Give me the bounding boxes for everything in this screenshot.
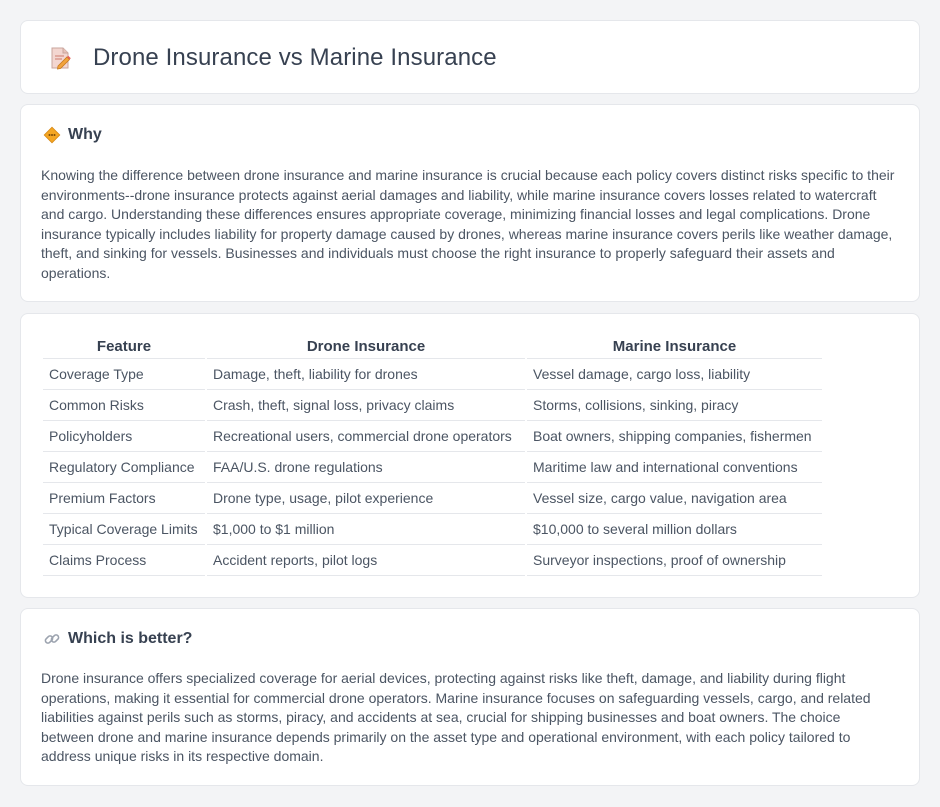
marine-cell: Maritime law and international conventions [527,452,822,483]
table-row [43,452,822,483]
table-row [43,545,822,576]
drone-cell: Drone type, usage, pilot experience [207,483,525,514]
title-card [20,20,920,94]
feature-cell: Premium Factors [43,483,205,514]
why-section [20,104,920,302]
page-title: Drone Insurance vs Marine Insurance [93,44,497,71]
comparison-table [41,335,824,576]
table-header-row [43,335,822,359]
why-heading-row [43,126,102,144]
column-header-feature: Feature [43,335,205,359]
drone-cell: Recreational users, commercial drone operators [207,421,525,452]
drone-cell: Crash, theft, signal loss, privacy claims [207,390,525,421]
drone-cell: Damage, theft, liability for drones [207,359,525,390]
document-pencil-icon [47,45,73,71]
drone-cell: $1,000 to $1 million [207,514,525,545]
feature-cell: Policyholders [43,421,205,452]
marine-cell: Storms, collisions, sinking, piracy [527,390,822,421]
why-text: Knowing the difference between drone insurance and marine insurance is crucial because each policy covers distinct risks specific to their environments--drone insurance protects against aerial damages and liability, while marine insurance covers losses related to watercraft and cargo. Understanding these differences ensures appropriate coverage, minimizing financial losses and legal complications. Drone insurance typically includes liability for property damage caused by drones, whereas marine insurance covers perils like weather damage, theft, and sinking for vessels. Businesses and individuals must choose the right insurance to properly safeguard their assets and operations. [41,167,895,281]
column-header-marine: Marine Insurance [527,335,822,359]
better-heading-row [43,630,192,648]
drone-cell: Accident reports, pilot logs [207,545,525,576]
feature-cell: Coverage Type [43,359,205,390]
title-bar [47,44,497,72]
table-row [43,390,822,421]
link-icon [43,630,61,648]
marine-cell: $10,000 to several million dollars [527,514,822,545]
drone-cell: FAA/U.S. drone regulations [207,452,525,483]
feature-cell: Claims Process [43,545,205,576]
marine-cell: Vessel size, cargo value, navigation area [527,483,822,514]
marine-cell: Boat owners, shipping companies, fishermen [527,421,822,452]
column-header-drone: Drone Insurance [207,335,525,359]
which-is-better-section [20,608,920,786]
table-row [43,359,822,390]
marine-cell: Vessel damage, cargo loss, liability [527,359,822,390]
better-text: Drone insurance offers specialized coverage for aerial devices, protecting against risks like theft, damage, and liability during flight operations, making it essential for commercial drone operators. Marine insurance focuses on safeguarding vessels, cargo, and related liabilities against perils such as storms, piracy, and accidents at sea, crucial for shipping businesses and boat owners. The choice between drone and marine insurance depends primarily on the asset type and operational environment, with each policy tailored to address unique risks in its respective domain. [41,670,871,764]
feature-cell: Common Risks [43,390,205,421]
better-heading: Which is better? [68,630,193,647]
why-heading: Why [68,126,102,143]
comparison-table-card [20,313,920,598]
diamond-warning-icon [43,126,61,144]
marine-cell: Surveyor inspections, proof of ownership [527,545,822,576]
table-row [43,483,822,514]
feature-cell: Regulatory Compliance [43,452,205,483]
table-row [43,421,822,452]
feature-cell: Typical Coverage Limits [43,514,205,545]
table-row [43,514,822,545]
